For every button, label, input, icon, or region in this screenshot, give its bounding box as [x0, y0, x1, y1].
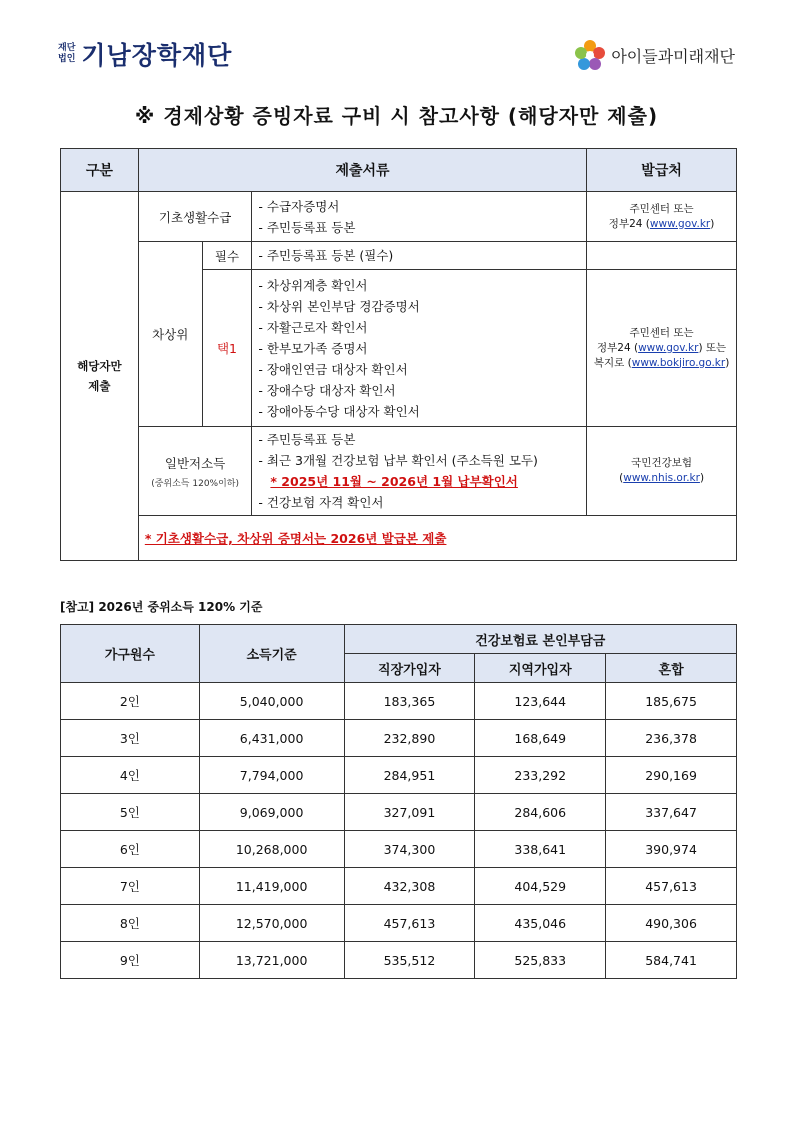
cell-household: 5인 — [61, 794, 200, 831]
low-income-label: 일반저소득 — [164, 455, 226, 471]
ref-header-row-1 — [61, 625, 737, 654]
low-income-row — [61, 427, 737, 516]
cell-regional: 525,833 — [475, 942, 606, 979]
cell-employee: 535,512 — [344, 942, 475, 979]
header-category: 구분 — [61, 149, 139, 192]
basic-label: 기초생활수급 — [138, 192, 252, 242]
group-label: 해당자만 제출 — [61, 192, 139, 561]
choose-items — [252, 270, 587, 427]
low-income-label-cell — [138, 427, 252, 516]
low-income-item: - 건강보험 자격 확인서 — [258, 495, 384, 510]
flower-icon — [573, 38, 607, 72]
table-row — [61, 831, 737, 868]
basic-item: - 수급자증명서 — [258, 198, 340, 214]
np-issuer-line3: 복지로 — [593, 356, 625, 369]
header-employee: 직장가입자 — [344, 654, 475, 683]
cell-household: 8인 — [61, 905, 200, 942]
cell-mixed: 185,675 — [606, 683, 737, 720]
cell-household: 4인 — [61, 757, 200, 794]
note-cell — [138, 516, 736, 561]
corp-top: 재단 — [58, 43, 76, 53]
cell-household: 9인 — [61, 942, 200, 979]
cell-regional: 284,606 — [475, 794, 606, 831]
required-issuer-empty — [587, 242, 737, 270]
choose-item: - 장애아동수당 대상자 확인서 — [258, 403, 420, 419]
cell-regional: 338,641 — [475, 831, 606, 868]
required-label: 필수 — [202, 242, 252, 270]
cell-mixed: 236,378 — [606, 720, 737, 757]
choose-item: - 장애수당 대상자 확인서 — [258, 382, 396, 398]
cell-income: 12,570,000 — [199, 905, 344, 942]
cell-mixed: 290,169 — [606, 757, 737, 794]
foundation-name-right: 아이들과미래재단 — [611, 46, 735, 66]
cell-employee: 183,365 — [344, 683, 475, 720]
cell-regional: 168,649 — [475, 720, 606, 757]
cell-mixed: 584,741 — [606, 942, 737, 979]
cell-employee: 284,951 — [344, 757, 475, 794]
table-row — [61, 942, 737, 979]
basic-issuer-line2: 정부24 — [608, 217, 643, 230]
gov-link[interactable]: www.gov.kr — [649, 217, 711, 230]
cell-employee: 432,308 — [344, 868, 475, 905]
page-title: ※ 경제상황 증빙자료 구비 시 참고사항 (해당자만 제출) — [134, 104, 659, 128]
cell-income: 10,268,000 — [199, 831, 344, 868]
np-issuer-line1: 주민센터 또는 — [629, 326, 694, 339]
cell-household: 7인 — [61, 868, 200, 905]
header-income: 소득기준 — [199, 625, 344, 683]
low-income-item: - 주민등록표 등본 — [258, 432, 356, 447]
cell-income: 7,794,000 — [199, 757, 344, 794]
bokjiro-link[interactable]: www.bokjiro.go.kr — [631, 356, 726, 369]
gov-link[interactable]: www.gov.kr — [638, 341, 699, 354]
basic-issuer: 주민센터 또는 정부24 (www.gov.kr) — [587, 192, 737, 242]
near-poverty-label: 차상위 — [138, 242, 202, 427]
np-issuer-line2: 정부24 — [596, 341, 631, 354]
income-reference-table — [60, 624, 737, 979]
table-row — [61, 794, 737, 831]
cell-income: 11,419,000 — [199, 868, 344, 905]
header-mixed: 혼합 — [606, 654, 737, 683]
issue-year-note: * 기초생활수급, 차상위 증명서는 2026년 발급본 제출 — [144, 531, 447, 546]
near-poverty-required-row — [61, 242, 737, 270]
basic-items — [252, 192, 587, 242]
li-issuer-line1: 국민건강보험 — [631, 457, 693, 469]
cell-employee: 327,091 — [344, 794, 475, 831]
reference-title: [참고] 2026년 중위소득 120% 기준 — [60, 600, 263, 614]
cell-employee: 232,890 — [344, 720, 475, 757]
reference-rows — [61, 683, 737, 979]
cell-mixed: 457,613 — [606, 868, 737, 905]
cell-household: 2인 — [61, 683, 200, 720]
cell-regional: 233,292 — [475, 757, 606, 794]
cell-income: 9,069,000 — [199, 794, 344, 831]
header-premium-group: 건강보험료 본인부담금 — [344, 625, 736, 654]
cell-regional: 123,644 — [475, 683, 606, 720]
corp-bottom: 법인 — [58, 54, 76, 64]
cell-household: 3인 — [61, 720, 200, 757]
near-poverty-issuer: 주민센터 또는 정부24 (www.gov.kr) 또는 복지로 (www.bokjiro.go.kr) — [587, 270, 737, 427]
cell-mixed: 490,306 — [606, 905, 737, 942]
corp-badge — [58, 43, 75, 65]
cell-income: 5,040,000 — [199, 683, 344, 720]
low-income-sublabel: (중위소득 120%이하) — [151, 478, 239, 489]
foundation-name-left: 기남장학재단 — [81, 41, 233, 70]
choose-label: 택1 — [202, 270, 252, 427]
table-row — [61, 720, 737, 757]
foundation-logo-left — [58, 36, 232, 72]
payment-period-note: * 2025년 11월 ~ 2026년 1월 납부확인서 — [270, 474, 518, 489]
table-row — [61, 905, 737, 942]
basic-issuer-line1: 주민센터 또는 — [629, 202, 694, 215]
np-issuer-or: 또는 — [705, 341, 727, 354]
cell-income: 13,721,000 — [199, 942, 344, 979]
choose-item: - 한부모가족 증명서 — [258, 340, 368, 356]
cell-mixed: 337,647 — [606, 794, 737, 831]
low-income-item: - 최근 3개월 건강보험 납부 확인서 (주소득원 모두) — [258, 453, 538, 468]
cell-employee: 374,300 — [344, 831, 475, 868]
table-row — [61, 683, 737, 720]
documents-header-row — [61, 149, 737, 192]
foundation-logo-right — [573, 38, 735, 72]
header-regional: 지역가입자 — [475, 654, 606, 683]
cell-employee: 457,613 — [344, 905, 475, 942]
header-issuer: 발급처 — [587, 149, 737, 192]
choose-item: - 자활근로자 확인서 — [258, 319, 368, 335]
basic-item: - 주민등록표 등본 — [258, 219, 356, 235]
choose-item: - 차상위계층 확인서 — [258, 277, 368, 293]
cell-income: 6,431,000 — [199, 720, 344, 757]
cell-regional: 404,529 — [475, 868, 606, 905]
header-documents: 제출서류 — [138, 149, 586, 192]
nhis-link[interactable]: www.nhis.or.kr — [623, 472, 700, 484]
choose-item: - 장애인연금 대상자 확인서 — [258, 361, 408, 377]
documents-table — [60, 148, 737, 561]
cell-mixed: 390,974 — [606, 831, 737, 868]
basic-row — [61, 192, 737, 242]
table-row — [61, 868, 737, 905]
choose-item: - 차상위 본인부담 경감증명서 — [258, 298, 420, 314]
required-item — [252, 242, 587, 270]
low-income-items — [252, 427, 587, 516]
header-household: 가구원수 — [61, 625, 200, 683]
cell-household: 6인 — [61, 831, 200, 868]
cell-regional: 435,046 — [475, 905, 606, 942]
table-row — [61, 757, 737, 794]
low-income-issuer: 국민건강보험 (www.nhis.or.kr) — [587, 427, 737, 516]
note-row — [61, 516, 737, 561]
required-item-text: - 주민등록표 등본 (필수) — [258, 248, 394, 263]
